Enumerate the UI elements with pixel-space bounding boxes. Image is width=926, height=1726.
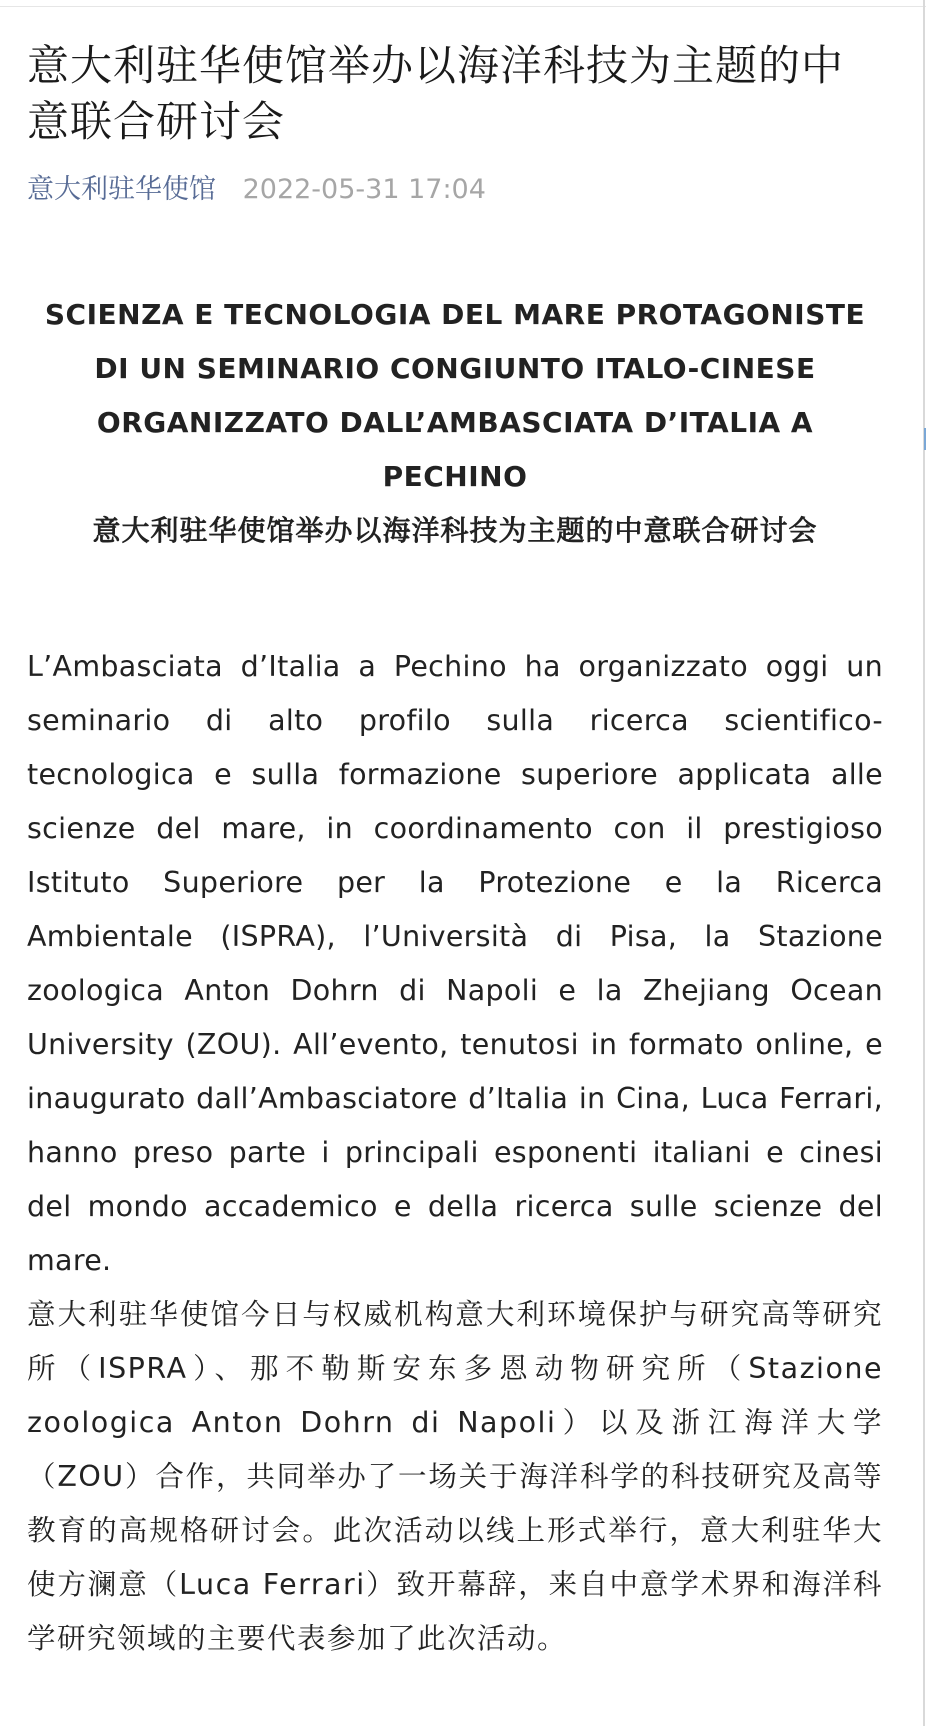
paragraph-chinese: 意大利驻华使馆今日与权威机构意大利环境保护与研究高等研究所（ISPRA）、那不勒斯安东多恩动物研究所（Stazione zoologica Anton Dohrn di Napoli）以及浙江海洋大学（ZOU）合作，共同举办了一场关于海洋科学的科技研究及高等教育的高规格研讨会。此次活动以线上形式举行，意大利驻华大使方澜意（Luca Ferrari）致开幕辞，来自中意学术界和海洋科学研究领域的主要代表参加了此次活动。 xyxy=(27,1298,883,1655)
paragraph-italian: L’Ambasciata d’Italia a Pechino ha organizzato oggi un seminario di alto profilo sulla ricerca scientifico-tecnologica e sulla formazione superiore applicata alle scienze del mare, in coordinamento con il prestigioso Istituto Superiore per la Protezione e la Ricerca Ambientale (ISPRA), l’Università di Pisa, la Stazione zoologica Anton Dohrn di Napoli e la Zhejiang Ocean University (ZOU). All’evento, tenutosi in formato online, e inaugurato dall’Ambasciatore d’Italia in Cina, Luca Ferrari, hanno preso parte i principali esponenti italiani e cinesi del mondo accademico e della ricerca sulle scienze del mare. xyxy=(27,650,883,1277)
article-meta xyxy=(27,170,883,210)
scrollbar-track[interactable] xyxy=(923,0,925,1726)
top-divider xyxy=(0,6,926,7)
publish-date: 2022-05-31 17:04 xyxy=(242,174,486,205)
article-heading xyxy=(27,288,883,558)
article xyxy=(27,38,883,1666)
author-link[interactable]: 意大利驻华使馆 xyxy=(27,174,216,205)
heading-italian: SCIENZA E TECNOLOGIA DEL MARE PROTAGONISTE DI UN SEMINARIO CONGIUNTO ITALO-CINESE ORGANIZZATO DALL’AMBASCIATA D’ITALIA A PECHINO xyxy=(44,298,866,493)
article-title: 意大利驻华使馆举办以海洋科技为主题的中意联合研讨会 xyxy=(27,41,845,146)
heading-chinese: 意大利驻华使馆举办以海洋科技为主题的中意联合研讨会 xyxy=(92,514,818,547)
